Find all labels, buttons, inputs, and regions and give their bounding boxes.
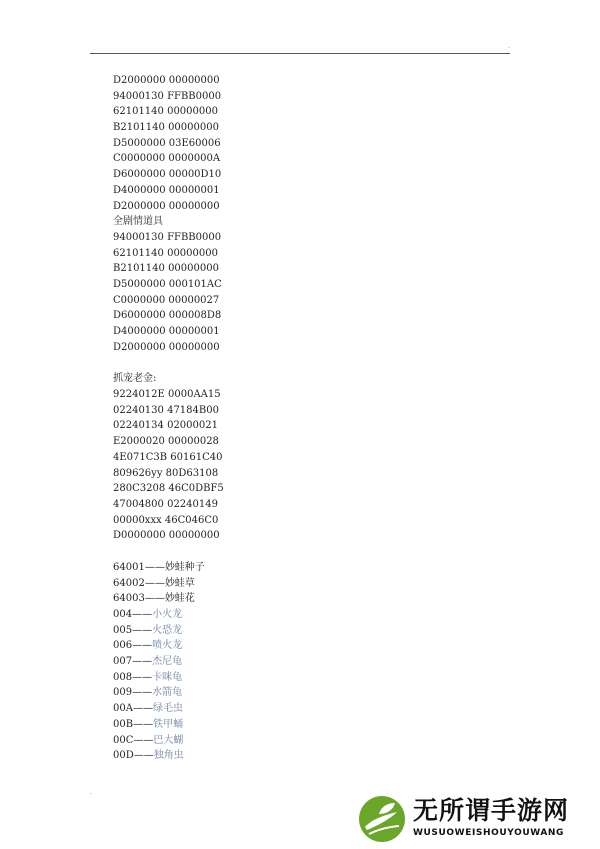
code-line: D5000000 03E60006	[113, 137, 221, 149]
code-line: 94000130 FFBB0000	[113, 90, 222, 102]
code-line: D0000000 00000000	[113, 530, 220, 542]
pokemon-code: 00A	[113, 703, 133, 715]
code-line: D5000000 000101AC	[113, 278, 222, 290]
pokemon-list-item[interactable]	[113, 670, 493, 686]
code-line: 809626yy 80D63108	[113, 467, 219, 479]
code-line: D2000000 00000000	[113, 200, 220, 212]
site-watermark-logo	[357, 794, 593, 846]
pokemon-name-link[interactable]: 独角虫	[153, 750, 184, 762]
section-title-plot-items: 全剧情道具	[113, 216, 163, 228]
code-line: 02240134 02000021	[113, 420, 218, 432]
pokemon-name-link[interactable]: 火恐龙	[152, 624, 183, 636]
pokemon-list-item	[113, 591, 493, 607]
code-line: 9224012E 0000AA15	[113, 389, 221, 401]
pokemon-code-list	[113, 560, 493, 764]
pokemon-list-item[interactable]	[113, 717, 493, 733]
separator-dash: ——	[144, 577, 165, 589]
pokemon-code: 004	[113, 609, 133, 620]
code-line: C0000000 0000000A	[113, 153, 221, 165]
watermark-subtitle: WUSUOWEISHOUYOUWANG	[413, 828, 565, 838]
code-line: D2000000 00000000	[113, 75, 220, 86]
code-block-3	[113, 387, 493, 544]
code-block-1	[113, 73, 493, 214]
code-line: B2101140 00000000	[113, 122, 219, 134]
separator-dash: ——	[133, 718, 154, 730]
code-line: 62101140 00000000	[113, 106, 218, 118]
separator-dash: ——	[132, 671, 153, 683]
pokemon-name-link[interactable]: 水箭龟	[152, 687, 183, 699]
separator-dash: ——	[133, 750, 154, 762]
code-line: D2000000 00000000	[113, 341, 220, 353]
pokemon-list-item[interactable]	[113, 733, 493, 749]
separator-dash: ——	[132, 640, 153, 652]
pokemon-code: 009	[113, 687, 133, 699]
pokemon-name-link[interactable]: 绿毛虫	[152, 703, 183, 715]
code-line: 47004800 02240149	[113, 498, 218, 510]
watermark-title: 无所谓手游网	[413, 796, 570, 825]
code-line: E2000020 00000028	[113, 436, 219, 448]
separator-dash: ——	[132, 609, 153, 620]
separator-dash: ——	[133, 734, 154, 746]
section-title-catch-pet: 抓宠老金:	[113, 373, 157, 385]
document-body	[113, 73, 493, 764]
leaf-logo-icon	[357, 794, 407, 844]
pokemon-list-item[interactable]	[113, 623, 493, 639]
pokemon-code: 64001	[113, 561, 145, 573]
separator-dash: ——	[132, 687, 153, 699]
pokemon-list-item[interactable]	[113, 654, 493, 670]
separator-dash: ——	[132, 656, 153, 668]
code-line: 4E071C3B 60161C40	[113, 451, 223, 463]
pokemon-code: 00B	[113, 718, 134, 730]
pokemon-name-link[interactable]: 喷火龙	[152, 640, 183, 652]
code-line: C0000000 00000027	[113, 294, 220, 306]
header-rule	[90, 53, 510, 54]
pokemon-name: 妙蛙草	[164, 577, 195, 589]
pokemon-name-link[interactable]: 卡咪龟	[152, 671, 183, 683]
code-line: 00000xxx 46C046C0	[113, 514, 219, 526]
pokemon-code: 64003	[113, 593, 145, 605]
code-line: 94000130 FFBB0000	[113, 231, 222, 243]
pokemon-code: 64002	[113, 577, 145, 589]
pokemon-code: 00C	[113, 734, 134, 746]
code-line: 02240130 47184B00	[113, 404, 219, 416]
pokemon-name-link[interactable]: 巴大蝴	[153, 734, 184, 746]
separator-dash: ——	[144, 561, 165, 573]
code-line: D4000000 00000001	[113, 184, 220, 196]
header-mark: .	[508, 43, 510, 50]
pokemon-name-link[interactable]: 铁甲蛹	[153, 718, 184, 730]
footer-mark: .	[90, 789, 92, 796]
separator-dash: ——	[144, 593, 165, 605]
code-line: B2101140 00000000	[113, 263, 219, 275]
code-line: 280C3208 46C0DBF5	[113, 483, 224, 495]
pokemon-code: 005	[113, 624, 133, 636]
pokemon-name: 妙蛙花	[164, 593, 195, 605]
code-line: D6000000 00000D10	[113, 169, 222, 181]
code-line: D4000000 00000001	[113, 326, 220, 337]
pokemon-list-item[interactable]	[113, 638, 493, 654]
pokemon-list-item	[113, 560, 493, 576]
pokemon-code: 008	[113, 671, 133, 683]
pokemon-list-item[interactable]	[113, 701, 493, 717]
pokemon-list-item	[113, 576, 493, 592]
pokemon-name-link[interactable]: 小火龙	[152, 609, 183, 620]
separator-dash: ——	[132, 703, 153, 715]
pokemon-code: 007	[113, 656, 133, 668]
code-line: D6000000 000008D8	[113, 310, 222, 322]
code-line: 62101140 00000000	[113, 247, 218, 259]
separator-dash: ——	[132, 624, 153, 636]
pokemon-list-item[interactable]	[113, 748, 493, 764]
pokemon-name-link[interactable]: 杰尼龟	[152, 656, 183, 668]
pokemon-list-item[interactable]	[113, 685, 493, 701]
pokemon-code: 00D	[113, 750, 134, 762]
pokemon-name: 妙蛙种子	[164, 561, 205, 573]
code-block-2	[113, 230, 493, 356]
pokemon-code: 006	[113, 640, 133, 652]
pokemon-list-item[interactable]	[113, 607, 493, 623]
